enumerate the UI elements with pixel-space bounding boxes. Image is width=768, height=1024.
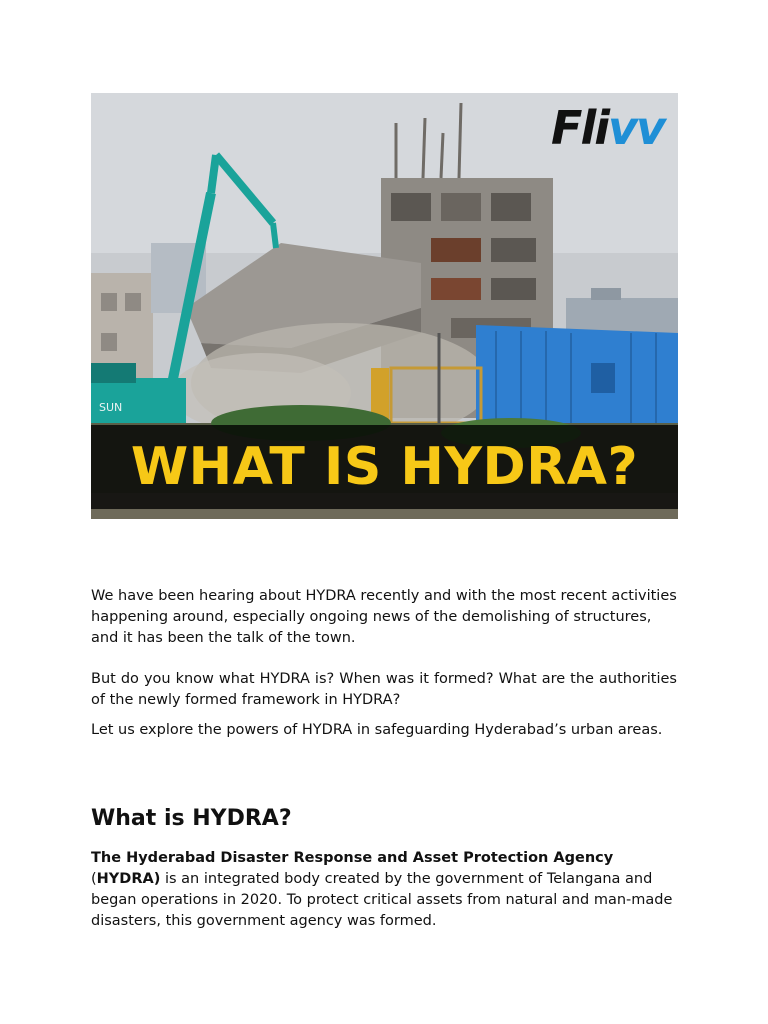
agency-name: The Hyderabad Disaster Response and Asset Protection Agency [91, 850, 614, 866]
open-paren: ( [91, 871, 97, 887]
intro-paragraph-2: But do you know what HYDRA is? When was it formed? What are the authorities of the newly formed framework in HYDRA? [91, 671, 677, 708]
excavator-label: SUN [99, 401, 123, 414]
agency-abbr: HYDRA) [96, 871, 161, 887]
title-banner [91, 425, 678, 509]
section-paragraph [91, 848, 677, 932]
banner-title: WHAT IS HYDRA? [130, 437, 639, 497]
intro-paragraph-1: We have been hearing about HYDRA recently and with the most recent activities happening around, especially ongoing news of the demolishing of structures, and it has been the talk of the town. [91, 588, 677, 646]
section-heading: What is HYDRA? [91, 806, 292, 831]
intro-paragraph-3: Let us explore the powers of HYDRA in safeguarding Hyderabad’s urban areas. [91, 722, 663, 738]
flivv-logo: Flivv [551, 101, 664, 155]
hero-image [91, 93, 678, 519]
blue-shed [476, 325, 678, 433]
section-body-text: is an integrated body created by the government of Telangana and began operations in 2020. To protect critical assets from natural and man-made disasters, this government agency was formed. [91, 871, 673, 929]
